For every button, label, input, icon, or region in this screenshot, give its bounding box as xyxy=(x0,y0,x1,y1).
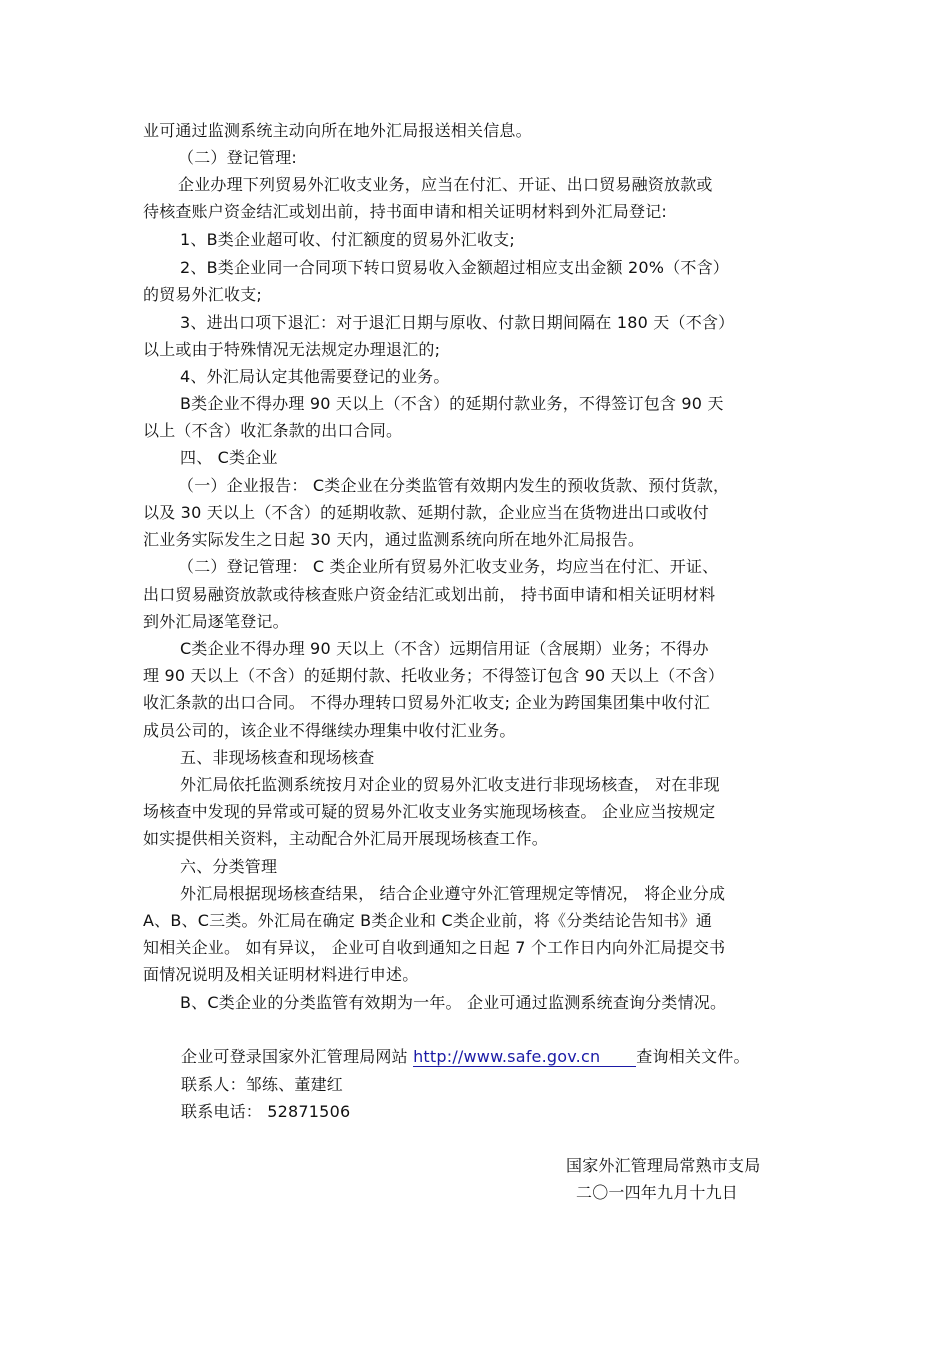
website-prefix: 企业可登录国家外汇管理局网站 xyxy=(181,1047,414,1066)
body-line: 待核查账户资金结汇或划出前，持书面申请和相关证明材料到外汇局登记: xyxy=(143,202,667,221)
body-line: 场核查中发现的异常或可疑的贸易外汇收支业务实施现场核查。 企业应当按规定 xyxy=(143,802,716,821)
body-line: 4、外汇局认定其他需要登记的业务。 xyxy=(180,367,450,386)
issuer: 国家外汇管理局常熟市支局 xyxy=(566,1156,761,1175)
body-line: 知相关企业。 如有异议， 企业可自收到通知之日起 7 个工作日内向外汇局提交书 xyxy=(143,938,726,957)
body-line: 外汇局根据现场核查结果， 结合企业遵守外汇管理规定等情况， 将企业分成 xyxy=(180,884,726,903)
body-line: （二）登记管理： C 类企业所有贸易外汇收支业务，均应当在付汇、开证、 xyxy=(178,557,719,576)
body-line: B、C类企业的分类监管有效期为一年。 企业可通过监测系统查询分类情况。 xyxy=(180,993,727,1012)
body-line: 以上或由于特殊情况无法规定办理退汇的; xyxy=(143,340,441,359)
body-line: 3、进出口项下退汇：对于退汇日期与原收、付款日期间隔在 180 天（不含） xyxy=(180,313,735,332)
contact-phone: 联系电话： 52871506 xyxy=(181,1102,351,1121)
body-line: 面情况说明及相关证明材料进行申述。 xyxy=(143,965,419,984)
body-line: C类企业不得办理 90 天以上（不含）远期信用证（含展期）业务；不得办 xyxy=(180,639,709,658)
body-line: 外汇局依托监测系统按月对企业的贸易外汇收支进行非现场核查， 对在非现 xyxy=(180,775,720,794)
body-line: 1、B类企业超可收、付汇额度的贸易外汇收支; xyxy=(180,230,515,249)
section-heading: 四、 C类企业 xyxy=(180,448,278,467)
body-line: B类企业不得办理 90 天以上（不含）的延期付款业务，不得签订包含 90 天 xyxy=(180,394,724,413)
body-line: A、B、C三类。外汇局在确定 B类企业和 C类企业前，将《分类结论告知书》通 xyxy=(143,911,713,930)
body-line: 2、B类企业同一合同项下转口贸易收入金额超过相应支出金额 20%（不含） xyxy=(180,258,730,277)
website-line xyxy=(181,1047,750,1067)
body-line: 企业办理下列贸易外汇收支业务，应当在付汇、开证、出口贸易融资放款或 xyxy=(178,175,713,194)
body-line: 的贸易外汇收支; xyxy=(143,285,262,304)
body-line: 理 90 天以上（不含）的延期付款、托收业务；不得签订包含 90 天以上（不含） xyxy=(143,666,725,685)
website-link[interactable]: http://www.safe.gov.cn xyxy=(413,1047,636,1067)
section-heading: 六、分类管理 xyxy=(180,857,278,876)
website-suffix: 查询相关文件。 xyxy=(636,1047,750,1066)
body-line: 收汇条款的出口合同。 不得办理转口贸易外汇收支; 企业为跨国集团集中收付汇 xyxy=(143,693,710,712)
body-line: 汇业务实际发生之日起 30 天内，通过监测系统向所在地外汇局报告。 xyxy=(143,530,645,549)
body-line: 出口贸易融资放款或待核查账户资金结汇或划出前， 持书面申请和相关证明材料 xyxy=(143,585,716,604)
body-line: 业可通过监测系统主动向所在地外汇局报送相关信息。 xyxy=(143,121,532,140)
body-line: 以上（不含）收汇条款的出口合同。 xyxy=(143,421,403,440)
body-line: 如实提供相关资料，主动配合外汇局开展现场核查工作。 xyxy=(143,829,549,848)
section-heading: （二）登记管理: xyxy=(178,148,297,167)
body-line: 成员公司的，该企业不得继续办理集中收付汇业务。 xyxy=(143,721,516,740)
issue-date: 二〇一四年九月十九日 xyxy=(576,1183,739,1202)
body-line: 以及 30 天以上（不含）的延期收款、延期付款，企业应当在货物进出口或收付 xyxy=(143,503,709,522)
body-line: 到外汇局逐笔登记。 xyxy=(143,612,289,631)
section-heading: 五、非现场核查和现场核查 xyxy=(180,748,375,767)
body-line: （一）企业报告： C类企业在分类监管有效期内发生的预收货款、预付货款， xyxy=(178,476,730,495)
contact-person: 联系人：邹练、董建红 xyxy=(181,1075,344,1094)
